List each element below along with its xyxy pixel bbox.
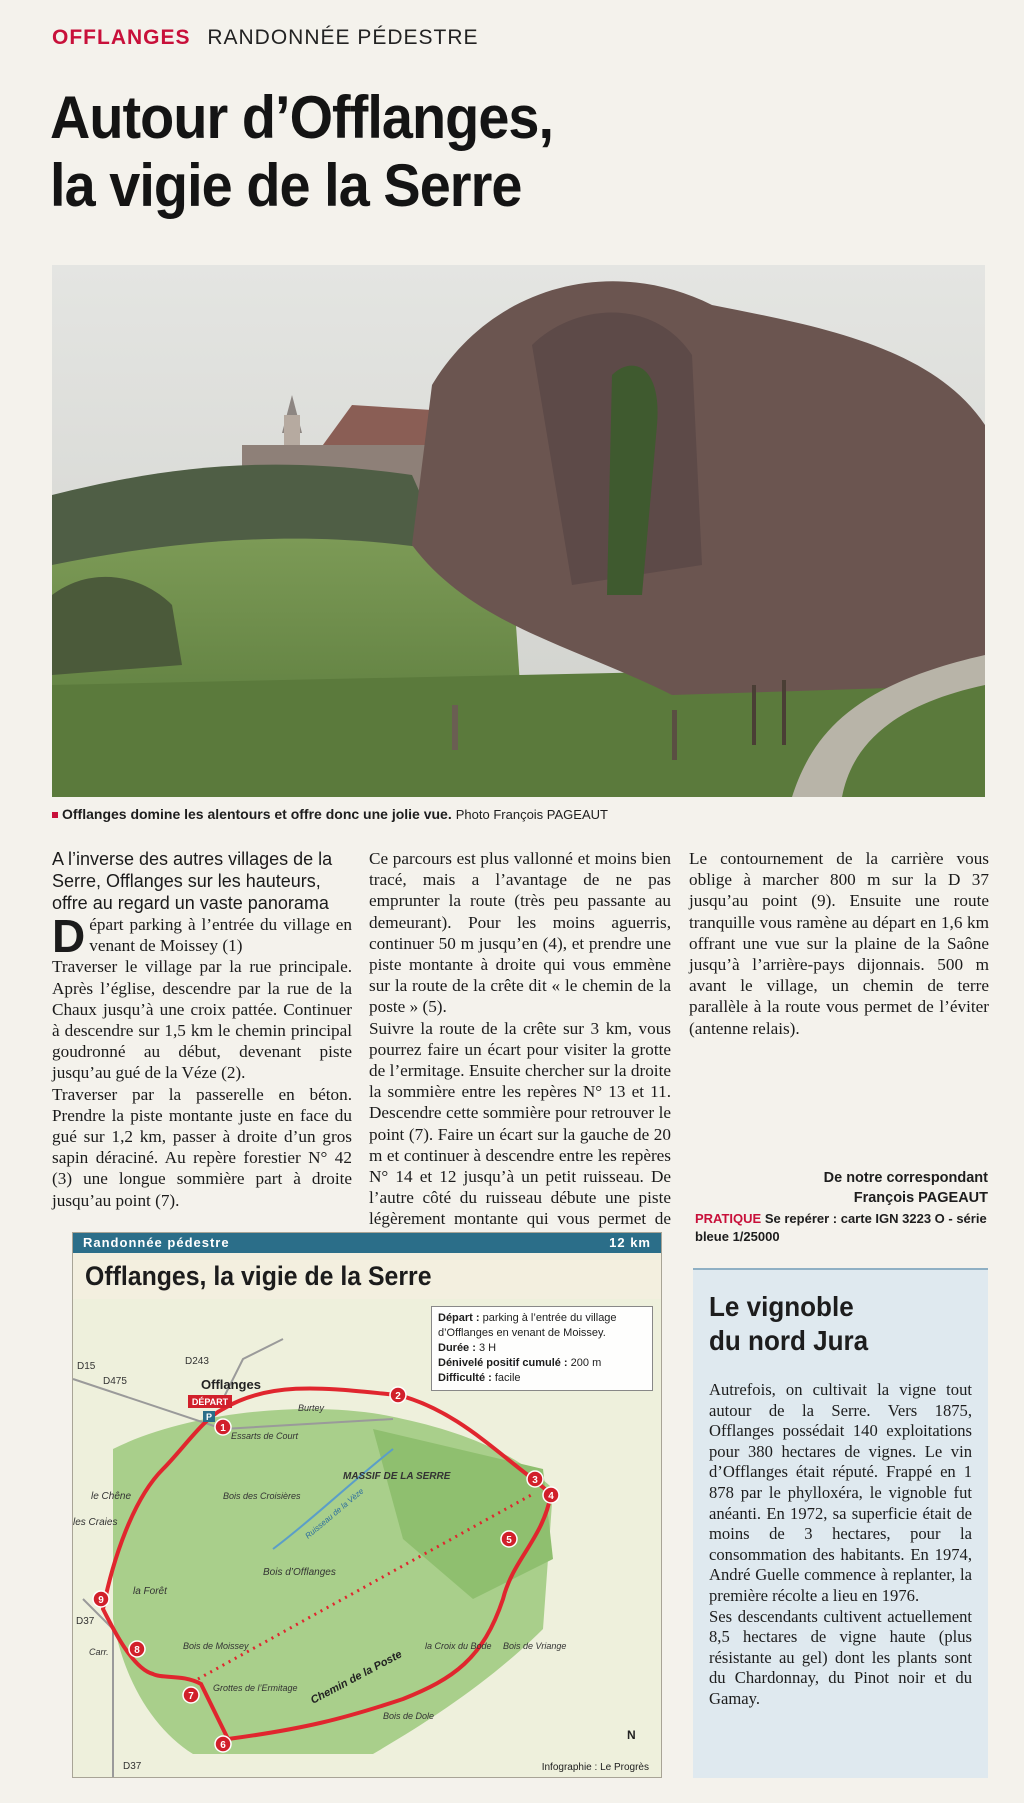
label-essarts: Essarts de Court [231,1431,299,1441]
label-burtey: Burtey [298,1403,325,1413]
article-paragraph-4: Ce parcours est plus vallonné et moins bien tracé, mais a l’avantage de ne pas emprunter la route (très peu passante au demeurant). Pour les moins aguerris, continuer 50 m jusqu’en (4), et prendre une piste montante à droite qui vous emmène sur la route de la crête dit « le chemin de la poste » (5). [369,849,671,1017]
svg-text:3: 3 [532,1475,538,1486]
label-croisieres: Bois des Croisières [223,1491,301,1501]
label-chemin-poste: Chemin de la Poste [308,1648,405,1707]
svg-text:8: 8 [134,1645,140,1656]
sidebar-title-line-2: du nord Jura [709,1325,869,1356]
waypoint-6 [215,1736,231,1752]
svg-text:6: 6 [220,1740,226,1751]
sidebar-title [709,1290,954,1358]
vineyard-sidebar [693,1268,988,1778]
waypoint-4 [543,1487,559,1503]
article-paragraph-3: Traverser par la passerelle en béton. Prendre la piste montante juste en face du gué sur 1,2 km, passer à droite d’un gros sapin déraciné. Au repère forestier N° 42 (3) une longue sommière part à droite jusqu’au point (7). [52,1084,352,1210]
article-intro: A l’inverse des autres villages de la Serre, Offlanges sur les hauteurs, offre au regard un vaste panorama [52,849,333,913]
headline [50,84,701,220]
label-village: Offlanges [201,1377,261,1392]
north-arrow-icon: N [627,1728,636,1742]
pratique-text: Se repérer : carte IGN 3223 O - série bleue 1/25000 [695,1211,987,1244]
label-bois-moissey: Bois de Moissey [183,1641,249,1651]
map-credit: Infographie : Le Progrès [541,1762,649,1773]
waypoint-1 [215,1419,231,1435]
waypoint-9 [93,1591,109,1607]
article-column-3 [689,848,989,1039]
pratique-box [695,1210,995,1246]
map-header [73,1233,661,1253]
article-paragraph-2: Traverser le village par la rue principale. Après l’église, descendre par la rue de la Chaux jusqu’à une croix pattée. Continuer à descendre sur 1,5 km le chemin principal goudronné au début, devenant piste jusqu’au gué de la Véze (2). [52,957,352,1083]
village-photo [52,265,985,797]
photo-caption [52,806,608,822]
caption-bullet [52,812,58,818]
pratique-label: PRATIQUE [695,1211,762,1226]
article-paragraph-6: Le contournement de la carrière vous oblige à marcher 800 m sur la D 37 jusqu’au point (9). Ensuite une route tranquille vous ramène au départ en 1,6 km offrant une vue sur la plaine de la Saône jusqu’à l’arrière-pays dijonnais. 500 m avant le village, un chemin de terre parallèle à la route vous permet de l’éviter (antenne relais). [689,849,989,1038]
label-bois-dole: Bois de Dole [383,1711,435,1721]
depart-label: DÉPART [191,1397,229,1407]
sidebar-paragraph-1: Autrefois, on cultivait la vigne tout autour de la Serre. Vers 1875, Offlanges possédait 140 exploitations pour 380 hectares de vignes. Le vin d’Offlanges était réputé. Frappé en 1 878 par le phylloxéra, le vignoble fut anéanti. En 1972, sa superficie était de moins de 3 hectares, pour la consommation des habitants. En 1974, André Guelle commence à replanter, la première récolte a lieu en 1976. [709,1380,972,1605]
label-d37-north: D37 [76,1616,95,1627]
waypoint-2 [390,1387,406,1403]
route-map [72,1232,662,1778]
label-d243: D243 [185,1356,209,1367]
map-header-left: Randonnée pédestre [83,1235,230,1250]
svg-text:4: 4 [548,1491,554,1502]
label-d15: D15 [77,1361,96,1372]
label-croix-bode: la Croix du Bode [425,1641,492,1651]
rubric-place: OFFLANGES [52,26,191,49]
byline [700,1168,988,1208]
byline-name: François PAGEAUT [853,1190,988,1206]
svg-text:2: 2 [395,1391,401,1402]
label-bois-vriange: Bois de Vriange [503,1641,567,1651]
article-paragraph-5: Suivre la route de la crête sur 3 km, vous pourrez faire un écart pour visiter la grotte de l’ermitage. Ensuite chercher sur la droite la sommière entre les repères N° 13 et 11. Descendre cette sommière pour retrouver le point (7). Faire un écart sur la gauche de 20 m et continuer à descendre entre les repères N° 14 et 12 jusqu’à un petit ruisseau. De l’autre côté du ruisseau débute une piste légèrement montante qui vous permet de [369,1018,671,1229]
article-paragraph-1-text: épart parking à l’entrée du village en venant de Moissey (1) [89,915,352,956]
sidebar-paragraph-2: Ses descendants cultivent actuellement 8,5 hectares de vigne haute (plus résistante au gel) dont les plants sont du Chardonnay, du Pinot noir et du Gamay. [709,1606,972,1708]
sidebar-title-line-1: Le vignoble [709,1291,854,1322]
byline-role: De notre correspondant [823,1170,988,1186]
map-header-right: 12 km [609,1235,651,1250]
label-craies: les Craies [73,1517,118,1528]
dropcap: D [52,910,86,962]
caption-text: Offlanges domine les alentours et offre donc une jolie vue. [62,806,452,822]
label-grottes: Grottes de l’Ermitage [213,1683,298,1693]
svg-text:5: 5 [506,1535,512,1546]
article-column-1 [52,848,352,1210]
photo-credit: Photo François PAGEAUT [455,807,608,822]
svg-text:1: 1 [220,1423,226,1434]
waypoint-8 [129,1641,145,1657]
label-chene: le Chêne [91,1491,132,1502]
label-bois-offlanges: Bois d’Offlanges [263,1567,336,1578]
svg-text:P: P [205,1412,213,1422]
svg-text:9: 9 [98,1595,104,1606]
svg-text:7: 7 [188,1691,194,1702]
label-massif: MASSIF DE LA SERRE [343,1471,451,1482]
headline-line-2: la vigie de la Serre [50,152,522,219]
info-difficulte: Difficulté : facile [438,1372,521,1384]
rubric-kind: RANDONNÉE PÉDESTRE [207,26,479,49]
label-ruisseau: Ruisseau de la Vèze [303,1486,366,1541]
info-depart: Départ : parking à l’entrée du village d’Offlanges en venant de Moissey. [438,1312,617,1339]
section-rubric [52,26,479,50]
headline-line-1: Autour d’Offlanges, [50,84,554,151]
label-d37-south: D37 [123,1761,142,1772]
map-info-box [431,1306,653,1391]
label-carr: Carr. [89,1647,109,1657]
label-d475: D475 [103,1376,127,1387]
waypoint-3 [527,1471,543,1487]
info-denivele: Dénivelé positif cumulé : 200 m [438,1357,602,1369]
info-duree: Durée : 3 H [438,1342,497,1354]
article-column-2 [369,848,671,1229]
waypoint-7 [183,1687,199,1703]
map-title: Offlanges, la vigie de la Serre [85,1261,432,1291]
label-foret: la Forêt [133,1586,167,1597]
waypoint-5 [501,1531,517,1547]
article-paragraph-1 [52,910,352,962]
